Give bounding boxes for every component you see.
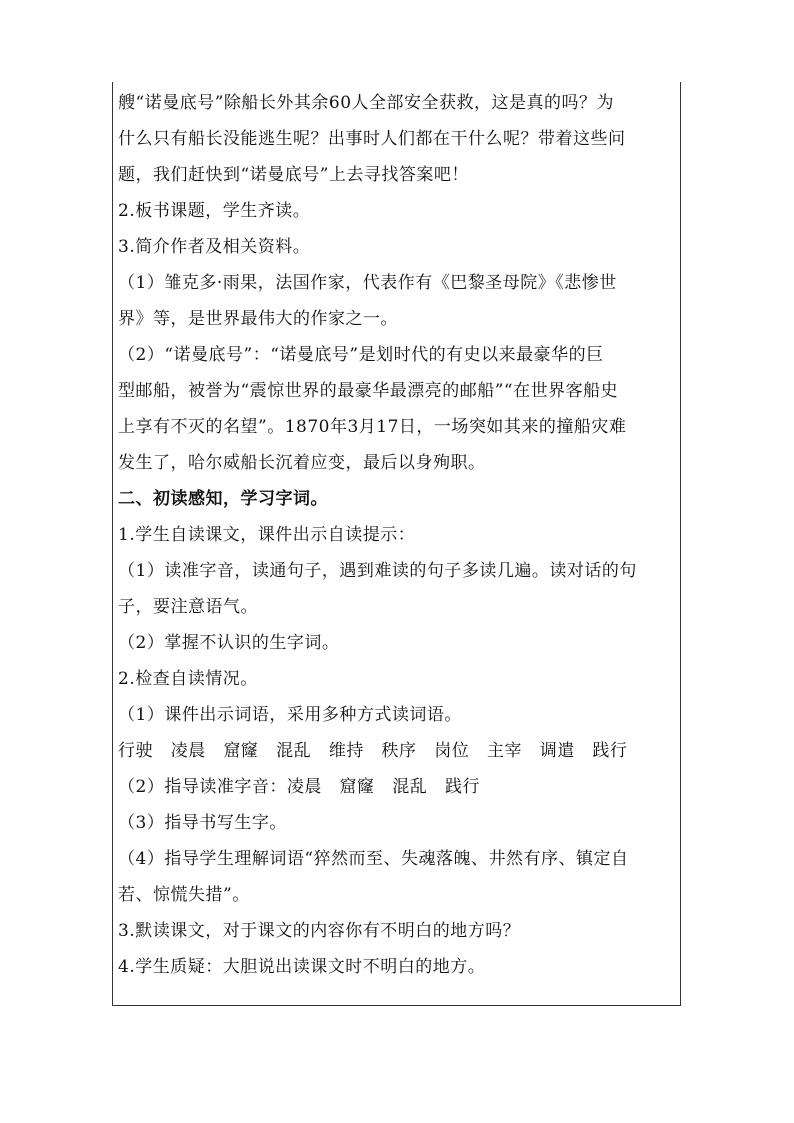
step-line-2: 2.板书课题，学生齐读。 (118, 201, 311, 221)
word-reading-line: （1）课件出示词语，采用多种方式读词语。 (118, 705, 462, 725)
paragraph-line-3: 题，我们赶快到“诺曼底号”上去寻找答案吧！ (118, 165, 469, 185)
step-line-3: 3.简介作者及相关资料。 (118, 237, 311, 257)
word-meaning-line-2: 若、惊慌失措”。 (118, 885, 250, 905)
writing-line: （3）指导书写生字。 (118, 813, 287, 833)
pronunciation-line: （2）指导读准字音：凌晨 窟窿 混乱 践行 (118, 777, 480, 797)
question-line: 4.学生质疑：大胆说出读课文时不明白的地方。 (118, 957, 486, 977)
ship-intro-line-1: （2）“诺曼底号”：“诺曼底号”是划时代的有史以来最豪华的巨 (118, 345, 604, 365)
author-intro-line-2: 界》等，是世界最伟大的作家之一。 (118, 309, 398, 329)
ship-intro-line-4: 发生了，哈尔威船长沉着应变，最后以身殉职。 (118, 453, 486, 473)
reading-tip-line-2: 子，要注意语气。 (118, 597, 258, 617)
ship-intro-line-2: 型邮船，被誉为“震惊世界的最豪华最漂亮的邮船”“在世界客船史 (118, 381, 619, 401)
reading-tip-line-1: （1）读准字音，读通句子，遇到难读的句子多读几遍。读对话的句 (118, 561, 637, 581)
self-reading-line: 1.学生自读课文，课件出示自读提示： (118, 525, 416, 545)
silent-reading-line: 3.默读课文，对于课文的内容你有不明白的地方吗？ (118, 921, 521, 941)
reading-tip-line-3: （2）掌握不认识的生字词。 (118, 633, 340, 653)
check-reading-line: 2.检查自读情况。 (118, 669, 258, 689)
section-heading: 二、初读感知，学习字词。 (118, 489, 328, 509)
paragraph-line-1: 艘“诺曼底号”除船长外其余60人全部安全获救，这是真的吗？为 (118, 93, 615, 113)
word-meaning-line-1: （4）指导学生理解词语“猝然而至、失魂落魄、井然有序、镇定自 (118, 849, 629, 869)
author-intro-line-1: （1）雏克多·雨果，法国作家，代表作有《巴黎圣母院》《悲惨世 (118, 273, 617, 293)
vocabulary-list: 行驶 凌晨 窟窿 混乱 维持 秩序 岗位 主宰 调遣 践行 (118, 741, 628, 761)
ship-intro-line-3: 上享有不灭的名望”。1870年3月17日，一场突如其来的撞船灾难 (118, 417, 627, 437)
paragraph-line-2: 什么只有船长没能逃生呢？出事时人们都在干什么呢？带着这些问 (118, 129, 626, 149)
